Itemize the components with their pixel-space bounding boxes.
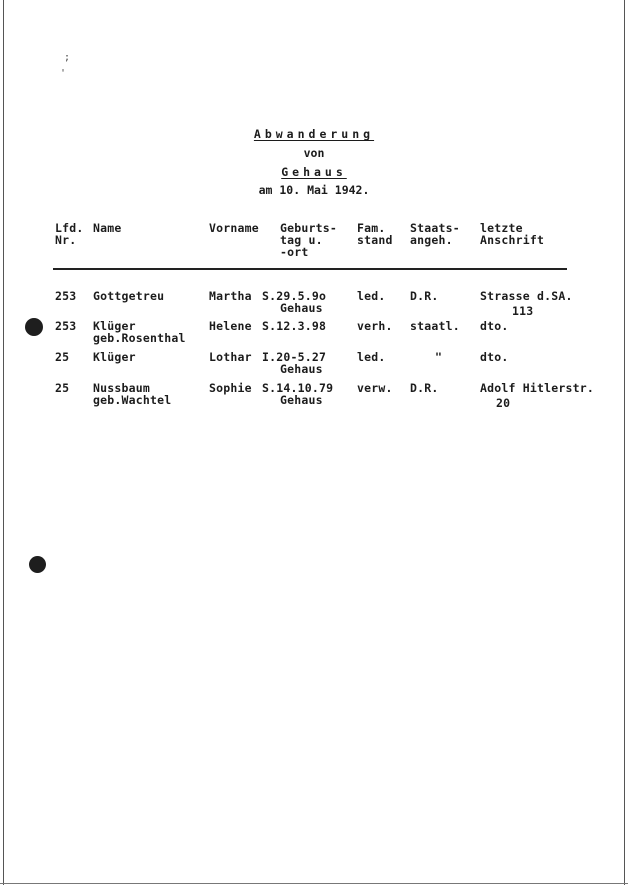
row-vorname: Lothar bbox=[209, 350, 252, 364]
header-lfd-nr: Nr. bbox=[55, 233, 77, 247]
row-number: 25 bbox=[55, 350, 70, 364]
header-name: Name bbox=[93, 221, 122, 235]
row-name: Gottgetreu bbox=[93, 289, 165, 303]
row-name-maiden: geb.Wachtel bbox=[93, 393, 172, 407]
title-date: am 10. Mai 1942. bbox=[258, 183, 370, 197]
row-name: Klüger bbox=[93, 319, 136, 333]
document-title: Abwanderung bbox=[253, 127, 375, 141]
row-staatsangeh: staatl. bbox=[410, 319, 460, 333]
margin-mark: ' bbox=[60, 68, 67, 79]
row-staatsangeh: D.R. bbox=[410, 381, 439, 395]
margin-mark: ; bbox=[64, 52, 71, 63]
row-staatsangeh: D.R. bbox=[410, 289, 439, 303]
header-lfd-nr: Lfd. bbox=[55, 221, 84, 235]
row-anschrift: dto. bbox=[480, 350, 509, 364]
title-von: von bbox=[303, 146, 325, 160]
row-fam-stand: led. bbox=[357, 350, 386, 364]
header-rule bbox=[53, 268, 567, 270]
row-geburt: I.20-5.27 bbox=[262, 350, 327, 364]
row-anschrift: dto. bbox=[480, 319, 509, 333]
header-geburtstag: tag u. bbox=[280, 233, 323, 247]
header-fam-stand: Fam. bbox=[357, 221, 386, 235]
row-name: Nussbaum bbox=[93, 381, 150, 395]
row-vorname: Sophie bbox=[209, 381, 252, 395]
row-fam-stand: verh. bbox=[357, 319, 393, 333]
row-geburt: S.12.3.98 bbox=[262, 319, 327, 333]
punch-hole bbox=[25, 318, 43, 336]
row-geburtsort: Gehaus bbox=[280, 362, 323, 376]
row-number: 253 bbox=[55, 289, 77, 303]
row-vorname: Helene bbox=[209, 319, 252, 333]
row-anschrift: Adolf Hitlerstr. bbox=[480, 381, 594, 395]
row-anschrift: 20 bbox=[496, 396, 511, 410]
row-staatsangeh: " bbox=[435, 350, 443, 364]
row-fam-stand: led. bbox=[357, 289, 386, 303]
row-vorname: Martha bbox=[209, 289, 252, 303]
row-name: Klüger bbox=[93, 350, 136, 364]
row-anschrift: Strasse d.SA. bbox=[480, 289, 573, 303]
row-geburtsort: Gehaus bbox=[280, 393, 323, 407]
page-edge-bottom bbox=[0, 883, 628, 884]
header-staatsangeh: Staats- bbox=[410, 221, 460, 235]
row-geburt: S.29.5.9o bbox=[262, 289, 327, 303]
row-anschrift: 113 bbox=[512, 304, 534, 318]
row-geburtsort: Gehaus bbox=[280, 301, 323, 315]
header-anschrift: Anschrift bbox=[480, 233, 545, 247]
header-fam-stand: stand bbox=[357, 233, 393, 247]
header-anschrift: letzte bbox=[480, 221, 523, 235]
row-fam-stand: verw. bbox=[357, 381, 393, 395]
punch-hole bbox=[29, 556, 46, 573]
row-number: 25 bbox=[55, 381, 70, 395]
row-number: 253 bbox=[55, 319, 77, 333]
row-name-maiden: geb.Rosenthal bbox=[93, 331, 186, 345]
row-geburt: S.14.10.79 bbox=[262, 381, 334, 395]
header-geburtstag: Geburts- bbox=[280, 221, 337, 235]
title-place: Gehaus bbox=[281, 165, 347, 179]
header-staatsangeh: angeh. bbox=[410, 233, 453, 247]
header-vorname: Vorname bbox=[209, 221, 259, 235]
header-geburtstag: -ort bbox=[280, 245, 309, 259]
